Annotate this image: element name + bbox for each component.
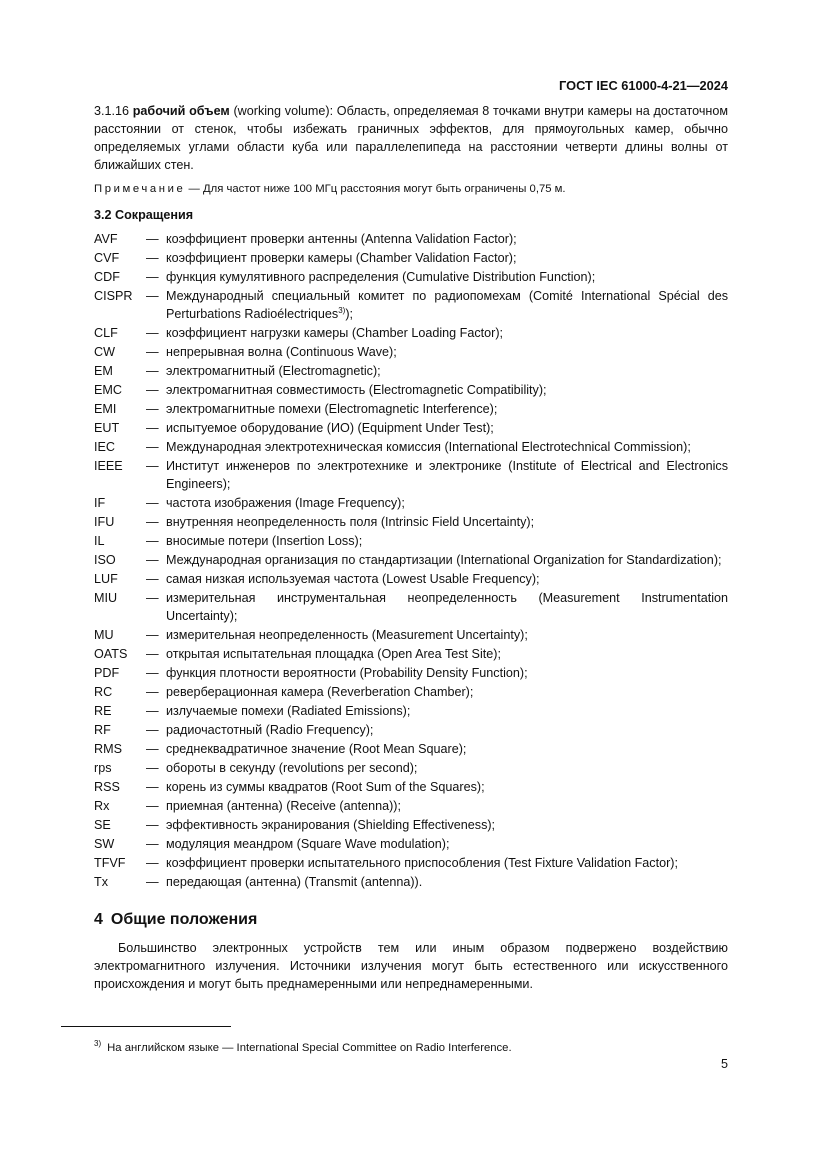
abbreviation-dash: — [146,289,159,303]
abbreviation-dash: — [146,666,159,680]
abbreviation-definition-text: модуляция меандром (Square Wave modulation); [166,837,450,851]
abbreviation-definition [166,494,728,512]
abbreviation-row [94,664,728,682]
abbreviation-dash: — [146,232,159,246]
abbreviation-row [94,494,728,512]
abbreviation-definition [166,287,728,323]
abbreviation-definition-text: частота изображения (Image Frequency); [166,496,405,510]
abbreviation-definition [166,816,728,834]
abbreviation-term: EUT [94,421,120,435]
abbreviation-dash: — [146,364,159,378]
abbreviation-definition-text: реверберационная камера (Reverberation Chamber); [166,685,474,699]
abbreviation-definition [166,513,728,531]
abbreviation-definition-text: электромагнитные помехи (Electromagnetic Interference); [166,402,498,416]
abbreviation-definition [166,230,728,248]
abbreviation-dash: — [146,402,159,416]
abbreviation-list [94,230,728,891]
term-3-1-16 [94,102,728,174]
abbreviation-definition [166,759,728,777]
abbreviation-row [94,532,728,550]
abbreviation-definition [166,835,728,853]
abbreviation-definition-text: обороты в секунду (revolutions per second); [166,761,418,775]
abbreviation-term: RE [94,704,112,718]
abbreviation-dash: — [146,742,159,756]
abbreviation-definition [166,589,728,625]
abbreviation-row [94,683,728,701]
abbreviation-term: PDF [94,666,120,680]
abbreviation-row [94,816,728,834]
abbreviation-definition [166,740,728,758]
note [94,180,728,198]
abbreviation-term: IFU [94,515,115,529]
abbreviation-definition-text: электромагнитный (Electromagnetic); [166,364,381,378]
abbreviation-definition-tail: ); [345,307,354,321]
abbreviation-definition [166,702,728,720]
section-4-paragraph: Большинство электронных устройств тем или иным образом подвержено воздействию электромагнитного излучения. Источники излучения могут быть естественного или искусственного происхождения и могут быть преднамеренными или непреднамеренными. [94,941,728,991]
abbreviation-definition-text: излучаемые помехи (Radiated Emissions); [166,704,411,718]
abbreviation-definition-text: Институт инженеров по электротехнике и электронике (Institute of Electrical and Electronics Engineers); [166,459,728,491]
abbreviation-row [94,400,728,418]
footnote-separator [61,1026,231,1027]
abbreviation-row [94,513,728,531]
abbreviation-definition-text: измерительная инструментальная неопределенность (Measurement Instrumentation Uncertainty); [166,591,728,623]
term-definition: (working volume): Область, определяемая 8 точками внутри камеры на достаточном расстоянии от стенок, чтобы избежать граничных эффектов, для прямоугольных камер, обычно определяемых углами области куба или параллелепипеда на расстоянии четверти длины волны от ближайших стен. [94,104,729,172]
abbreviation-dash: — [146,799,159,813]
abbreviation-definition-text: коэффициент проверки антенны (Antenna Validation Factor); [166,232,517,246]
abbreviation-definition [166,381,728,399]
abbreviation-definition-text: самая низкая используемая частота (Lowest Usable Frequency); [166,572,540,586]
abbreviation-dash: — [146,326,159,340]
abbreviation-dash: — [146,856,159,870]
abbreviation-dash: — [146,647,159,661]
abbreviation-row [94,249,728,267]
abbreviation-row [94,268,728,286]
abbreviation-dash: — [146,515,159,529]
abbreviation-term: IL [94,534,105,548]
abbreviation-dash: — [146,818,159,832]
abbreviation-definition [166,721,728,739]
abbreviation-definition [166,854,728,872]
abbreviation-dash: — [146,875,159,889]
abbreviation-definition-text: электромагнитная совместимость (Electromagnetic Compatibility); [166,383,547,397]
abbreviation-term: AVF [94,232,118,246]
abbreviation-term: TFVF [94,856,126,870]
section-4-heading [94,911,728,929]
abbreviation-definition-text: коэффициент проверки камеры (Chamber Validation Factor); [166,251,517,265]
abbreviation-term: EMC [94,383,122,397]
abbreviation-row [94,759,728,777]
abbreviation-definition-text: непрерывная волна (Continuous Wave); [166,345,397,359]
note-text: — Для частот ниже 100 МГц расстояния могут быть ограничены 0,75 м. [188,183,566,195]
abbreviation-dash: — [146,628,159,642]
abbreviation-row [94,381,728,399]
abbreviation-dash: — [146,459,159,473]
footnote-reference: 3) [338,305,346,315]
abbreviation-term: LUF [94,572,118,586]
abbreviation-definition-text: эффективность экранирования (Shielding Effectiveness); [166,818,496,832]
abbreviation-definition-text: вносимые потери (Insertion Loss); [166,534,363,548]
abbreviation-row [94,570,728,588]
abbreviation-definition [166,683,728,701]
abbreviation-dash: — [146,496,159,510]
abbreviation-term: CLF [94,326,118,340]
abbreviation-row [94,457,728,493]
section-4-title: Общие положения [110,911,258,928]
abbreviation-term: MU [94,628,114,642]
abbreviation-term: EMI [94,402,117,416]
section-4-number: 4 [94,911,103,928]
abbreviation-row [94,854,728,872]
abbreviation-term: RF [94,723,111,737]
abbreviation-definition-text: функция кумулятивного распределения (Cumulative Distribution Function); [166,270,596,284]
abbreviation-definition [166,400,728,418]
page-number: 5 [720,1057,728,1071]
abbreviation-term: RSS [94,780,120,794]
abbreviation-dash: — [146,837,159,851]
abbreviation-term: RMS [94,742,122,756]
abbreviation-definition [166,873,728,891]
abbreviation-definition [166,438,728,456]
abbreviation-term: Rx [94,799,110,813]
abbreviation-definition-text: радиочастотный (Radio Frequency); [166,723,374,737]
abbreviation-dash: — [146,421,159,435]
footnote-text: На английском языке — International Special Committee on Radio Interference. [107,1041,512,1054]
page-body [94,102,728,993]
abbreviation-definition [166,626,728,644]
abbreviation-definition [166,362,728,380]
abbreviation-definition-text: передающая (антенна) (Transmit (antenna)). [166,875,423,889]
abbreviation-term: CVF [94,251,120,265]
abbreviation-definition [166,249,728,267]
abbreviation-dash: — [146,761,159,775]
abbreviation-dash: — [146,345,159,359]
abbreviation-definition [166,645,728,663]
abbreviation-definition-text: коэффициент проверки испытательного приспособления (Test Fixture Validation Factor); [166,856,678,870]
abbreviation-definition [166,268,728,286]
abbreviation-definition [166,551,728,569]
abbreviation-term: Tx [94,875,108,889]
abbreviation-row [94,551,728,569]
abbreviation-row [94,740,728,758]
abbreviation-row [94,778,728,796]
abbreviation-term: CISPR [94,289,133,303]
abbreviation-row [94,324,728,342]
abbreviation-definition [166,664,728,682]
abbreviation-definition-text: среднеквадратичное значение (Root Mean Square); [166,742,467,756]
abbreviation-row [94,645,728,663]
abbreviation-definition [166,457,728,493]
abbreviation-row [94,287,728,323]
abbreviation-definition-text: Международная электротехническая комиссия (International Electrotechnical Commission); [166,440,691,454]
abbreviation-term: OATS [94,647,128,661]
document-header: ГОСТ IEC 61000-4-21—2024 [559,78,728,93]
abbreviation-term: MIU [94,591,118,605]
abbreviation-term: CDF [94,270,120,284]
abbreviation-definition-text: испытуемое оборудование (ИО) (Equipment Under Test); [166,421,494,435]
abbreviation-row [94,626,728,644]
abbreviation-row [94,230,728,248]
abbreviation-definition-text: коэффициент нагрузки камеры (Chamber Loading Factor); [166,326,504,340]
section-3-2-title: 3.2 Сокращения [94,208,194,222]
abbreviation-dash: — [146,270,159,284]
abbreviation-dash: — [146,591,159,605]
abbreviation-definition-text: измерительная неопределенность (Measurement Uncertainty); [166,628,528,642]
abbreviation-term: EM [94,364,113,378]
abbreviation-term: RC [94,685,113,699]
abbreviation-term: IEC [94,440,115,454]
abbreviation-dash: — [146,553,159,567]
abbreviation-row [94,419,728,437]
abbreviation-definition-text: Международная организация по стандартизации (International Organization for Standardization); [166,553,722,567]
abbreviation-dash: — [146,704,159,718]
term-title: рабочий объем [132,104,230,118]
abbreviation-row [94,362,728,380]
abbreviation-row [94,797,728,815]
abbreviation-dash: — [146,440,159,454]
abbreviation-definition-text: открытая испытательная площадка (Open Area Test Site); [166,647,501,661]
abbreviation-dash: — [146,251,159,265]
abbreviation-definition-text: корень из суммы квадратов (Root Sum of the Squares); [166,780,485,794]
abbreviation-row [94,589,728,625]
abbreviation-definition [166,797,728,815]
abbreviation-term: ISO [94,553,116,567]
term-number: 3.1.16 [94,104,130,118]
abbreviation-definition-text: функция плотности вероятности (Probability Density Function); [166,666,528,680]
abbreviation-definition [166,532,728,550]
abbreviation-term: SE [94,818,111,832]
abbreviation-definition [166,343,728,361]
abbreviation-term: CW [94,345,115,359]
abbreviation-definition-text: приемная (антенна) (Receive (antenna)); [166,799,401,813]
footnote [94,1035,512,1057]
abbreviation-dash: — [146,383,159,397]
abbreviation-term: IF [94,496,106,510]
abbreviation-dash: — [146,572,159,586]
abbreviation-term: rps [94,761,112,775]
abbreviation-dash: — [146,685,159,699]
abbreviation-row [94,721,728,739]
note-label: Примечание [94,183,186,195]
abbreviation-definition [166,570,728,588]
abbreviation-definition [166,419,728,437]
abbreviation-row [94,438,728,456]
abbreviation-row [94,873,728,891]
abbreviation-dash: — [146,780,159,794]
abbreviation-row [94,702,728,720]
abbreviation-row [94,343,728,361]
abbreviation-dash: — [146,723,159,737]
abbreviation-definition [166,324,728,342]
footnote-mark: 3) [94,1039,102,1048]
abbreviation-definition-text: внутренняя неопределенность поля (Intrinsic Field Uncertainty); [166,515,535,529]
abbreviation-term: SW [94,837,115,851]
abbreviation-dash: — [146,534,159,548]
abbreviation-definition [166,778,728,796]
abbreviation-term: IEEE [94,459,123,473]
abbreviation-definition-text: Международный специальный комитет по радиопомехам (Comité International Spécial des Perturbations Radioélectriques [166,289,728,321]
abbreviation-row [94,835,728,853]
